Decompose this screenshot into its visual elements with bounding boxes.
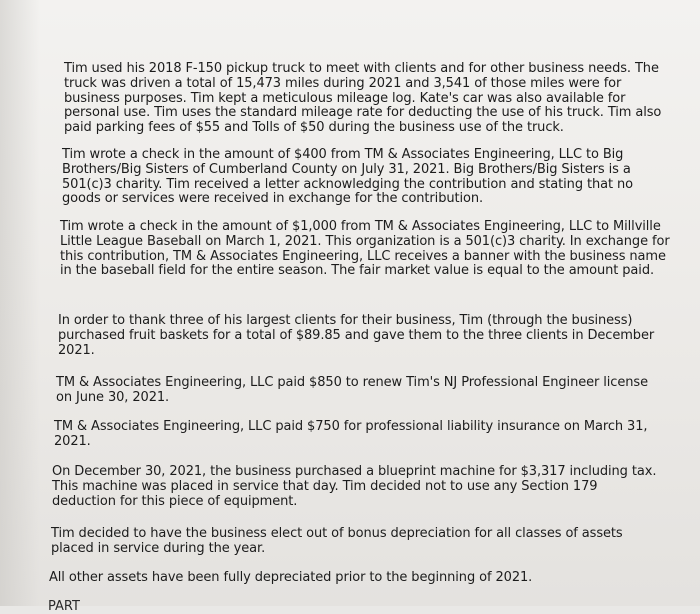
- page-shadow: [0, 0, 40, 606]
- paragraph-little-league-contribution: Tim wrote a check in the amount of $1,000 from TM & Associates Engineering, LLC to Millville Little League Baseball on March 1, 2021. This organization is a 501(c)3 charity. In exchange for this contribution, TM & Associates Engineering, LLC receives a banner with the business name in the baseball field for the entire season. The fair market value is equal to the amount paid.: [60, 219, 670, 279]
- paragraph-blueprint-machine: On December 30, 2021, the business purchased a blueprint machine for $3,317 including tax. This machine was placed in service that day. Tim decided not to use any Section 179 deduction for this piece of equipment.: [52, 464, 657, 509]
- paragraph-other-assets: All other assets have been fully depreciated prior to the beginning of 2021.: [49, 570, 533, 585]
- paragraph-liability-insurance: TM & Associates Engineering, LLC paid $750 for professional liability insurance on March 31, 2021.: [54, 419, 648, 449]
- paragraph-engineer-license: TM & Associates Engineering, LLC paid $850 to renew Tim's NJ Professional Engineer license on June 30, 2021.: [56, 375, 648, 405]
- paragraph-bonus-depreciation: Tim decided to have the business elect out of bonus depreciation for all classes of assets placed in service during the year.: [51, 526, 623, 556]
- paragraph-big-brothers-contribution: Tim wrote a check in the amount of $400 from TM & Associates Engineering, LLC to Big Brothers/Big Sisters of Cumberland County on July 31, 2021. Big Brothers/Big Sisters is a 501(c)3 charity. Tim received a letter acknowledging the contribution and stating that no goods or services were received in exchange for the contribution.: [62, 147, 634, 207]
- paragraph-truck-mileage: Tim used his 2018 F-150 pickup truck to meet with clients and for other business needs. The truck was driven a total of 15,473 miles during 2021 and 3,541 of those miles were for business purposes. Tim kept a meticulous mileage log. Kate's car was also available for personal use. Tim uses the standard mileage rate for deducting the use of his truck. Tim also paid parking fees of $55 and Tolls of $50 during the business use of the truck.: [64, 61, 662, 136]
- paragraph-fruit-baskets: In order to thank three of his largest clients for their business, Tim (through the business) purchased fruit baskets for a total of $89.85 and gave them to the three clients in December 2021.: [58, 313, 655, 358]
- cut-off-heading: PART: [48, 599, 80, 614]
